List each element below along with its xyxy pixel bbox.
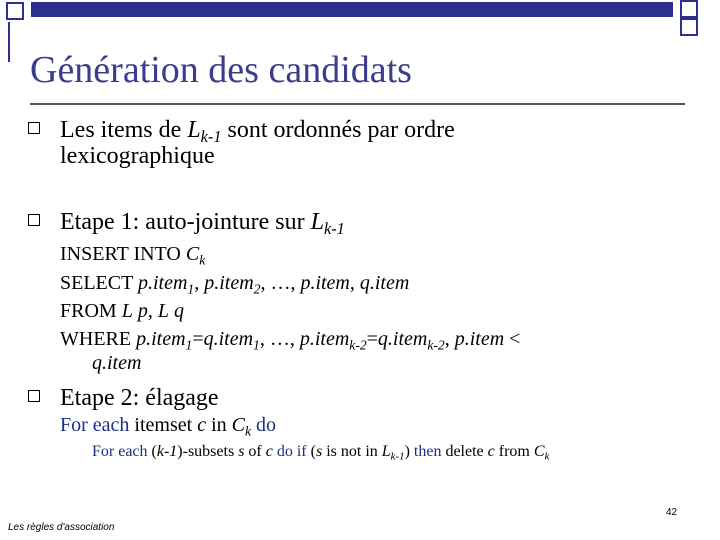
- bullet-3-text: Etape 2: élagage: [60, 385, 219, 411]
- title-underline: [30, 103, 685, 105]
- page-number: 42: [666, 507, 678, 518]
- bullet-1-line-2: lexicographique: [60, 143, 215, 169]
- prune-subsets-line: For each (k-1)-subsets s of c do if (s is not in $L_{k-1}$) then delete c from $C_k$: [92, 443, 550, 463]
- left-vertical-line: [8, 22, 10, 62]
- bullet-1-line-1: Les items de $L_{k-1}$ sont ordonnés par ordre: [60, 117, 455, 147]
- bullet-square-icon: [28, 122, 40, 134]
- slide-title: Génération des candidats: [30, 49, 412, 91]
- bullet-2-text: Etape 1: auto-jointure sur $L_{k-1}$: [60, 209, 345, 239]
- corner-square-right-bottom: [680, 18, 698, 36]
- sql-insert-line: INSERT INTO $C_k$: [60, 243, 206, 268]
- bullet-square-icon: [28, 214, 40, 226]
- sql-select-line: SELECT p.item$_1$, p.item$_2$, …, p.item, q.item: [60, 272, 410, 297]
- sql-where-line: WHERE p.item$_1$=q.item$_1$, …, p.item$_{k-2}$=q.item$_{k-2}$, p.item <: [60, 328, 521, 353]
- corner-square-right-top: [680, 0, 698, 18]
- prune-for-each-line: For each itemset c in $C_k$ do: [60, 414, 277, 439]
- corner-square-left: [6, 2, 24, 20]
- sql-from-line: FROM L p, L q: [60, 300, 184, 322]
- footer-text: Les règles d'association: [8, 522, 115, 533]
- sql-where-continuation: q.item: [92, 352, 142, 374]
- top-bar: [31, 2, 673, 17]
- bullet-square-icon: [28, 390, 40, 402]
